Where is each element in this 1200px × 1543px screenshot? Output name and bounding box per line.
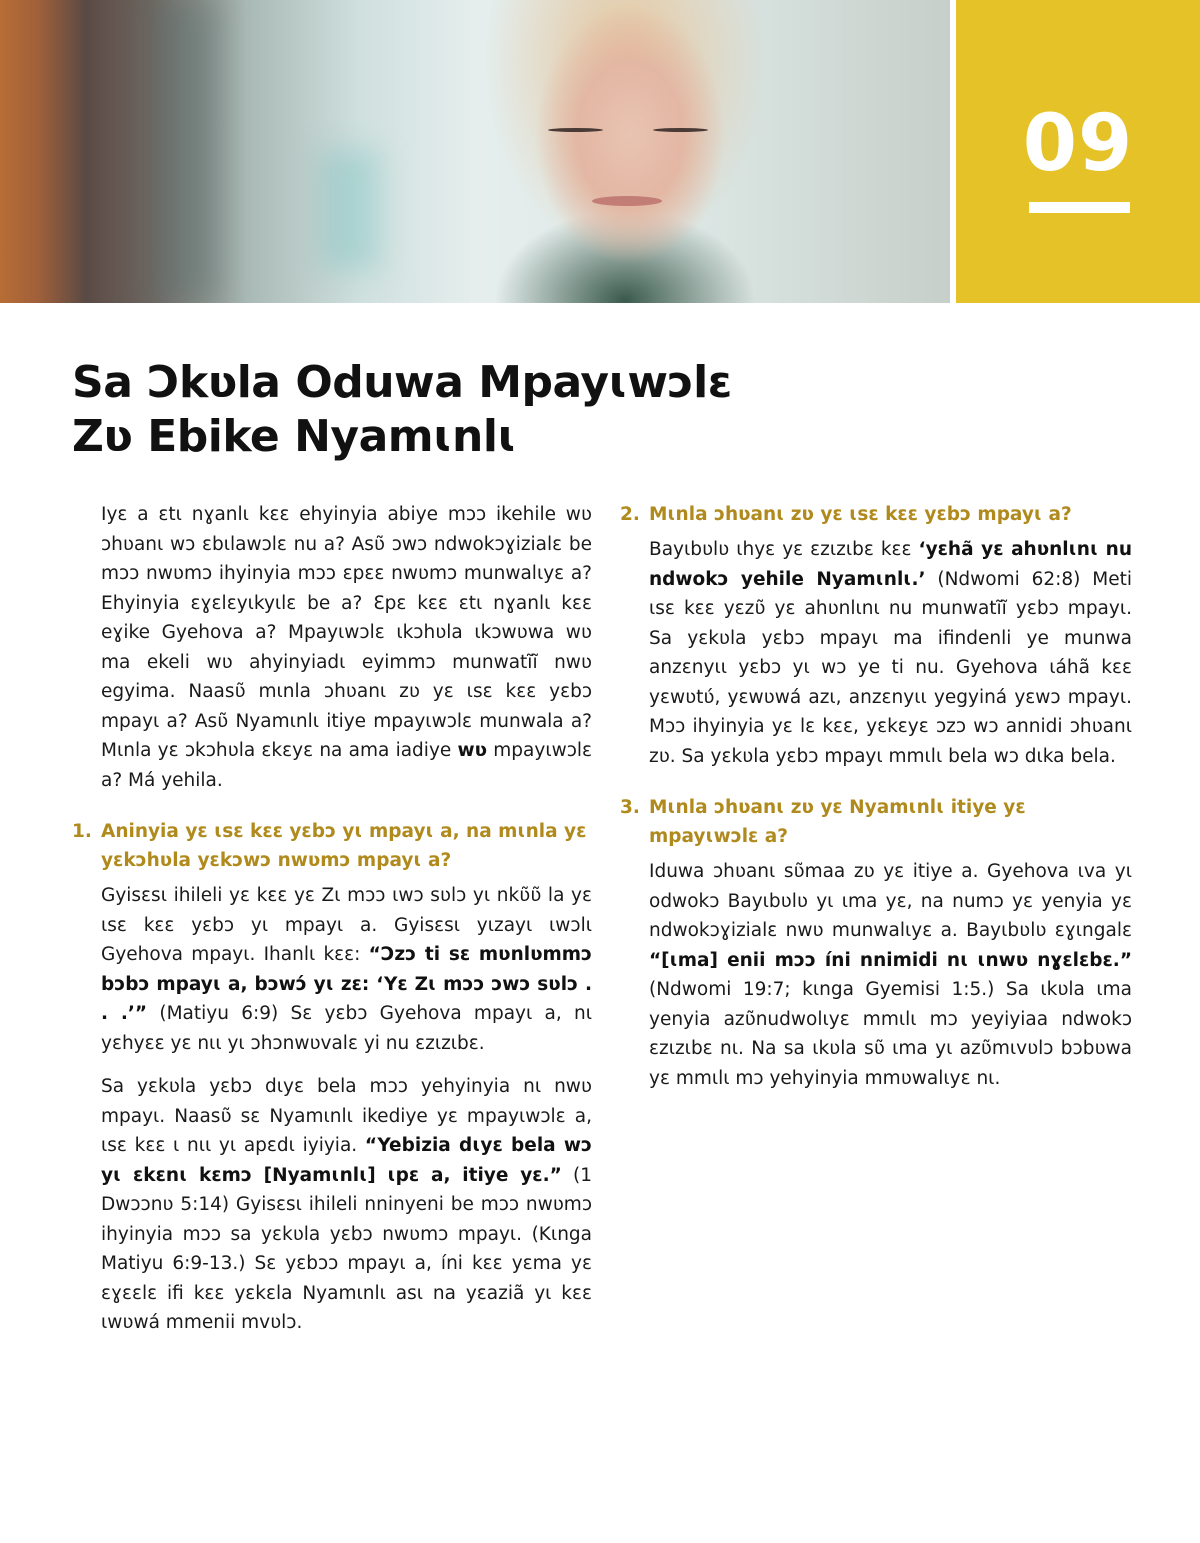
hero-photo — [0, 0, 950, 303]
photo-eye-closed — [548, 128, 603, 132]
intro-paragraph: Iyɛ a ɛtɩ nɣanlɩ kɛɛ ehyinyia abiye mɔɔ ikehile wʋ ɔhʋanɩ wɔ ɛbɩlawɔlɛ nu a? Asʋ̃ ɔwɔ ndwokɔɣizialɛ be mɔɔ nwʋmɔ ihyinyia mɔɔ ɛpɛɛ nwʋmɔ munwalɩyɛ a? Ehyinyia ɛɣɛlɛyɩkyɩlɛ be a? Ɛpɛ kɛɛ ɛtɩ nɣanlɩ kɛɛ eɣike Gyehova a? Mpayɩwɔlɛ ɩkɔhʋla ɩkɔwʋwa wʋ ma ekeli wʋ ahyinyiadɩ eyimmɔ munwatĩĩ nwʋ egyima. Naasʋ̃ mɩnla ɔhʋanɩ zʋ yɛ ɩsɛ kɛɛ yɛbɔ mpayɩ a? Asʋ̃ Nyamɩnlɩ itiye mpayɩwɔlɛ munwala a? Mɩnla yɛ ɔkɔhʋla ɛkɛyɛ na ama iadiye wʋ mpayɩwɔlɛ a? Má yehila. — [101, 504, 593, 791]
chapter-number: 09 — [1022, 99, 1134, 189]
question-text: Aninyia yɛ ɩsɛ kɛɛ yɛbɔ yɩ mpayɩ a, na mɩnla yɛ yɛkɔhʋla yɛkɔwɔ nwʋmɔ mpayɩ a? — [101, 821, 587, 871]
scripture-quote: “Ɔzɔ ti sɛ mʋnlʋmmɔ bɔbɔ mpayɩ a, bɔwɔ́ yɩ zɛ: ‘Yɛ Zɩ mɔɔ ɔwɔ sʋlɔ . . .’” — [101, 944, 592, 1024]
section-2-paragraph-1: Bayɩbʋlʋ ɩhyɛ yɛ ɛzɩzɩbɛ kɛɛ ‘yɛhã yɛ ahʋnlɩnɩ nu ndwokɔ yehile Nyamɩnlɩ.’ (Ndwomi 62:8) Meti ɩsɛ kɛɛ yɛzʋ̃ yɛ ahʋnlɩnɩ nu munwatĩĩ yɛbɔ mpayɩ. Sa yɛkʋla yɛbɔ mpayɩ ma ifindenli ye munwa anzɛnyɩɩ yɛbɔ yɩ wɔ ye ti nu. Gyehova ɩáhã kɛɛ yɛwʋtʋ́, yɛwʋwá azɩ, anzɛnyɩɩ yegyiná yɛwɔ mpayɩ. Mɔɔ ihyinyia yɛ lɛ kɛɛ, yɛkɛyɛ ɔzɔ wɔ annidi ɔhʋanɩ zʋ. Sa yɛkʋla yɛbɔ mpayɩ mmɩlɩ bela wɔ dɩka bela. — [649, 539, 1132, 767]
chapter-underline — [1029, 202, 1130, 213]
right-column — [620, 500, 1132, 1093]
section-1-paragraph-2: Sa yɛkʋla yɛbɔ dɩyɛ bela mɔɔ yehyinyia nɩ nwʋ mpayɩ. Naasʋ̃ sɛ Nyamɩnlɩ ikediye yɛ mpayɩwɔlɛ a, ɩsɛ kɛɛ ɩ nɩɩ yɩ apɛdɩ iyiyia. “Yebizia dɩyɛ bela wɔ yɩ ɛkɛnɩ kɛmɔ [Nyamɩnlɩ] ɩpɛ a, itiye yɛ.” (1 Dwɔɔnʋ 5:14) Gyisɛsɩ ihileli nninyeni be mɔɔ nwʋmɔ ihyinyia mɔɔ sa yɛkʋla yɛbɔ nwʋmɔ mpayɩ. (Kɩnga Matiyu 6:9-13.) Sɛ yɛbɔɔ mpayɩ a, íni kɛɛ yɛma yɛ ɛɣɛɛlɛ ifi kɛɛ yɛkɛla Nyamɩnlɩ asɩ na yɛaziã yɩ kɛɛ ɩwʋwá mmenii mvʋlɔ. — [101, 1076, 592, 1333]
scripture-quote: ‘yɛhã yɛ ahʋnlɩnɩ nu ndwokɔ yehile Nyamɩnlɩ.’ — [649, 539, 1132, 590]
photo-mouth — [592, 196, 662, 206]
question-text: Mɩnla ɔhʋanɩ zʋ yɛ Nyamɩnlɩ itiye yɛ mpayɩwɔlɛ a? — [649, 797, 1026, 847]
left-column — [72, 500, 592, 1338]
page-title-line-2: Zʋ Ebike Nyamɩnlɩ — [72, 411, 517, 462]
intro-emphasis: wʋ — [457, 740, 488, 761]
question-number: 3. — [620, 797, 640, 818]
section-question-3 — [620, 793, 1132, 851]
section-question-1 — [72, 817, 592, 875]
section-question-2 — [620, 500, 1132, 529]
page-title — [72, 356, 832, 464]
section-1-paragraph-1: Gyisɛsɩ ihileli yɛ kɛɛ yɛ Zɩ mɔɔ ɩwɔ sʋlɔ yɩ nkʋ̃ʋ̃ la yɛ ɩsɛ kɛɛ yɛbɔ yɩ mpayɩ a. Gyisɛsɩ yɩzayɩ ɩwɔlɩ Gyehova mpayɩ. Ihanlɩ kɛɛ: “Ɔzɔ ti sɛ mʋnlʋmmɔ bɔbɔ mpayɩ a, bɔwɔ́ yɩ zɛ: ‘Yɛ Zɩ mɔɔ ɔwɔ sʋlɔ . . .’” (Matiyu 6:9) Sɛ yɛbɔ Gyehova mpayɩ a, nɩ yɛhyɛɛ yɛ nɩɩ yɩ ɔhɔnwʋvalɛ yi nu ɛzɩzɩbɛ. — [101, 885, 592, 1054]
photo-background-blur — [320, 150, 380, 270]
photo-eye-closed — [653, 128, 708, 132]
photo-background-blur — [150, 0, 220, 303]
question-number: 2. — [620, 504, 640, 525]
scripture-quote: “[ɩma] enii mɔɔ íni nnimidi nɩ ɩnwʋ nɣɛlɛbɛ.” — [649, 949, 1132, 971]
page-title-line-1: Sa Ɔkʋla Oduwa Mpayɩwɔlɛ — [72, 357, 732, 408]
section-3-paragraph-1: Iduwa ɔhʋanɩ sʋ̃maa zʋ yɛ itiye a. Gyehova ɩva yɩ odwokɔ Bayɩbʋlʋ yɩ ɩma yɛ, na numɔ yɛ yenyia yɛ ndwokɔɣizialɛ nwʋ munwalɩyɛ a. Bayɩbʋlʋ ɛɣɩngalɛ “[ɩma] enii mɔɔ íni nnimidi nɩ ɩnwʋ nɣɛlɛbɛ.” (Ndwomi 19:7; kɩnga Gyemisi 1:5.) Sa ɩkʋla ɩma yenyia azʋ̃nudwolɩyɛ mmɩlɩ mɔ yeyiyiaa ndwokɔ ɛzɩzɩbɛ nɩ. Na sa ɩkʋla sʋ̃ ɩma yɩ azʋ̃mɩvʋlɔ bɔbʋwa yɛ mmɩlɩ mɔ yehyinyia mmʋwalɩyɛ nɩ. — [649, 861, 1132, 1089]
chapter-badge — [956, 0, 1200, 303]
question-text: Mɩnla ɔhʋanɩ zʋ yɛ ɩsɛ kɛɛ yɛbɔ mpayɩ a? — [649, 504, 1072, 525]
scripture-quote: “Yebizia dɩyɛ bela wɔ yɩ ɛkɛnɩ kɛmɔ [Nyamɩnlɩ] ɩpɛ a, itiye yɛ.” — [101, 1135, 592, 1186]
question-number: 1. — [72, 821, 92, 842]
